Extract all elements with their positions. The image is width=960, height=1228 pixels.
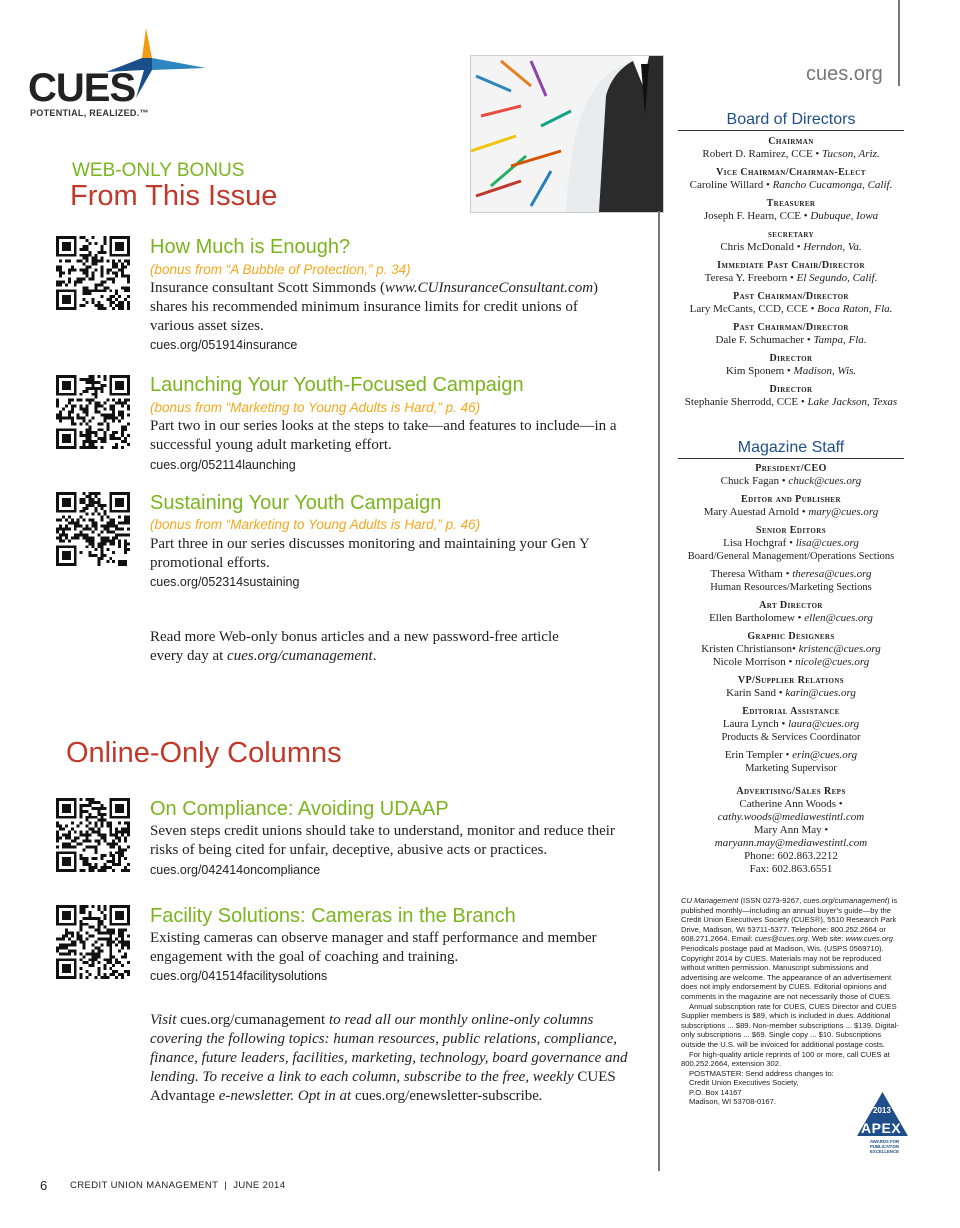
- staff-member: [673, 718, 909, 731]
- board-heading: Board of Directors: [726, 111, 856, 128]
- staff-role: Editor and Publisher: [741, 494, 841, 505]
- staff-member: [673, 656, 909, 669]
- member-email[interactable]: kristenc@cues.org: [798, 643, 881, 655]
- apex-year: 2013: [873, 1106, 891, 1115]
- board-role: Treasurer: [766, 198, 816, 209]
- board-member: [673, 210, 909, 223]
- fp-text: . Periodicals postage paid at Madison, Wis. (USPS 0569710). Copyright 2014 by CUES. Materials may not be reproduced without written permission. Manuscript submissions and advertising are welcome. The appearance of an advertisement does not imply endorsement by CUES. Editorial opinions and comments in the magazine are not necessarily those of CUES.: [681, 934, 896, 1001]
- member-name: Kristen Christianson•: [701, 643, 799, 655]
- staff-member: [673, 612, 909, 625]
- member-name: Kim Sponem •: [725, 365, 794, 377]
- ads-rep-email[interactable]: [673, 811, 909, 824]
- member-location: Dubuque, Iowa: [810, 210, 879, 222]
- bonus-title: From This Issue: [70, 180, 278, 212]
- board-role: Immediate Past Chair/Director: [717, 260, 865, 271]
- bonus-item-description: Part three in our series discusses monitoring and maintaining your Gen Y promotional efforts.: [150, 536, 590, 571]
- board-member: [673, 148, 909, 161]
- bonus-item-url[interactable]: cues.org/052314sustaining: [150, 575, 300, 589]
- member-name: Mary Auestad Arnold •: [703, 506, 809, 518]
- member-email[interactable]: theresa@cues.org: [792, 568, 872, 580]
- visit-text: Visit: [150, 1012, 181, 1028]
- fp-web[interactable]: www.cues.org: [845, 934, 893, 944]
- member-location: Boca Raton, Fla.: [817, 303, 893, 315]
- member-name: Chuck Fagan •: [720, 475, 789, 487]
- bonus-item-source: (bonus from “Marketing to Young Adults is Hard,” p. 46): [150, 400, 481, 415]
- read-more-post: .: [372, 648, 377, 664]
- member-title: Marketing Supervisor: [745, 763, 837, 774]
- board-role: Chairman: [768, 136, 814, 147]
- staff-member: [673, 687, 909, 700]
- staff-member: [673, 643, 909, 656]
- ads-fax: Fax: 602.863.6551: [749, 863, 833, 875]
- member-email[interactable]: erin@cues.org: [792, 749, 858, 761]
- board-role: Director: [769, 353, 813, 364]
- staff-heading: Magazine Staff: [737, 439, 845, 456]
- board-rule: [678, 130, 904, 131]
- desc-text: Insurance consultant Scott Simmonds (: [150, 280, 385, 296]
- member-email[interactable]: karin@cues.org: [785, 687, 856, 699]
- member-name: Ellen Bartholomew •: [709, 612, 805, 624]
- member-section: Board/General Management/Operations Sections: [687, 551, 895, 562]
- staff-role: Advertising/Sales Reps: [736, 786, 846, 797]
- bonus-item-description: [150, 279, 625, 336]
- staff-role: VP/Supplier Relations: [737, 675, 845, 686]
- staff-member: [673, 568, 909, 581]
- qr-code-icon[interactable]: [56, 905, 130, 979]
- member-location: Tucson, Ariz.: [822, 148, 880, 160]
- member-location: Tampa, Fla.: [813, 334, 867, 346]
- member-name: Chris McDonald •: [720, 241, 804, 253]
- board-role: Vice Chairman/Chairman-Elect: [716, 167, 866, 178]
- publication-paragraph: [681, 896, 907, 1002]
- staff-list: [673, 463, 909, 876]
- board-member: [673, 334, 909, 347]
- bonus-item-description: Part two in our series looks at the steps to take—and features to include—in a successful young adult marketing effort.: [150, 418, 617, 453]
- apex-award-badge: [855, 1090, 910, 1154]
- ads-rep-name: Mary Ann May •: [753, 824, 829, 836]
- visit-text: to read all our monthly online-only columns covering the following topics: human resources, public relations, compliance, finance, future leaders, facilities, marketing, technology, board governance and lending. To receive a link to each column, subscribe to the free, weekly: [150, 1012, 628, 1085]
- member-location: El Segundo, Calif.: [796, 272, 878, 284]
- site-label: cues.org: [806, 63, 883, 85]
- member-location: Herndon, Va.: [803, 241, 862, 253]
- member-name: Nicole Morrison •: [712, 656, 796, 668]
- board-member: [673, 272, 909, 285]
- fp-email[interactable]: cues@cues.org: [754, 934, 808, 944]
- ads-rep-email[interactable]: [673, 837, 909, 850]
- board-list: [673, 136, 909, 409]
- fp-text: ) is published monthly—including an annual buyer’s guide—by the Credit Union Executives Society (CUES®), 5510 Research Park Drive, Madison, WI 53711-5377. Telephone: 800.252.2664 or 608.271.2664. Email:: [681, 896, 898, 944]
- member-name: Erin Templer •: [724, 749, 793, 761]
- member-email[interactable]: cathy.woods@mediawestintl.com: [717, 811, 865, 823]
- columns-title: Online-Only Columns: [66, 737, 342, 769]
- staff-role: Editorial Assistance: [742, 706, 840, 717]
- board-member: [673, 365, 909, 378]
- column-item-title[interactable]: Facility Solutions: Cameras in the Branch: [150, 905, 516, 927]
- fp-text: . Web site:: [807, 934, 846, 944]
- bonus-item-source: (bonus from “Marketing to Young Adults is Hard,” p. 46): [150, 517, 481, 532]
- staff-role: Graphic Designers: [747, 631, 835, 642]
- bonus-item-title[interactable]: Sustaining Your Youth Campaign: [150, 492, 442, 514]
- member-email[interactable]: lisa@cues.org: [795, 537, 859, 549]
- member-email[interactable]: chuck@cues.org: [788, 475, 862, 487]
- desc-text: ) shares his recommended minimum insurance limits for credit unions of various asset sizes.: [150, 280, 599, 334]
- member-name: Joseph F. Hearn, CCE •: [703, 210, 811, 222]
- visit-link[interactable]: cues.org/cumanagement: [180, 1012, 326, 1028]
- footer-magazine: CREDIT UNION MANAGEMENT | JUNE 2014: [70, 1180, 286, 1191]
- hero-image: [470, 55, 664, 213]
- bonus-item-url[interactable]: cues.org/051914insurance: [150, 338, 298, 352]
- ads-rep-name: Catherine Ann Woods •: [739, 798, 843, 810]
- staff-member: [673, 537, 909, 550]
- staff-member: [673, 749, 909, 762]
- qr-code-icon[interactable]: [56, 375, 130, 449]
- column-item-url[interactable]: cues.org/042414oncompliance: [150, 863, 321, 877]
- bonus-item-title[interactable]: How Much is Enough?: [150, 236, 351, 258]
- staff-role: Art Director: [759, 600, 823, 611]
- fp-link[interactable]: cues.org/cumanagement: [803, 896, 888, 905]
- board-role: Director: [769, 384, 813, 395]
- member-name: Robert D. Ramirez, CCE •: [702, 148, 823, 160]
- board-role: secretary: [767, 229, 814, 240]
- bonus-kicker: WEB-ONLY BONUS: [72, 160, 245, 181]
- column-item-title[interactable]: On Compliance: Avoiding UDAAP: [150, 798, 449, 820]
- apex-name: APEX: [861, 1120, 902, 1136]
- columns-visit-text: [150, 1011, 640, 1106]
- member-email[interactable]: ellen@cues.org: [804, 612, 873, 624]
- postmaster-line: POSTMASTER: Send address changes to:: [689, 1068, 834, 1078]
- member-name: Caroline Willard •: [689, 179, 773, 191]
- member-location: Madison, Wis.: [793, 365, 857, 377]
- address-line: Madison, WI 53708-0167.: [689, 1097, 776, 1107]
- bonus-item-url[interactable]: cues.org/052114launching: [150, 458, 296, 472]
- staff-role: Senior Editors: [756, 525, 826, 536]
- top-right-rule: [898, 0, 900, 86]
- ads-phone: Phone: 602.863.2212: [744, 850, 838, 862]
- column-item-description: Existing cameras can observe manager and staff performance and member engagement with the goal of coaching and training.: [150, 930, 597, 965]
- visit-text: .: [538, 1088, 543, 1104]
- member-email[interactable]: nicole@cues.org: [795, 656, 870, 668]
- column-item-description: Seven steps credit unions should take to understand, monitor and reduce their risks of being cited for unfair, deceptive, abusive acts or practices.: [150, 823, 615, 858]
- qr-code-icon[interactable]: [56, 492, 130, 566]
- publication-info: [681, 896, 907, 1107]
- qr-code-icon[interactable]: [56, 798, 130, 872]
- member-section: Human Resources/Marketing Sections: [710, 582, 872, 593]
- newsletter-name: CUES Advantage: [150, 1069, 616, 1104]
- cues-logo: [28, 28, 188, 123]
- member-email[interactable]: laura@cues.org: [788, 718, 860, 730]
- visit-text: e-newsletter. Opt in at: [214, 1088, 355, 1104]
- member-name: Laura Lynch •: [722, 718, 789, 730]
- staff-rule: [678, 458, 904, 459]
- logo-tagline: POTENTIAL, REALIZED.™: [30, 108, 149, 118]
- staff-role: President/CEO: [755, 463, 827, 474]
- reprints-paragraph: For high-quality article reprints of 100 or more, call CUES at 800.252.2664, extension 302.: [681, 1049, 890, 1069]
- board-member: [673, 179, 909, 192]
- member-location: Rancho Cucamonga, Calif.: [772, 179, 893, 191]
- column-divider: [658, 211, 660, 1171]
- fp-text: (ISSN 0273-9267,: [738, 896, 804, 905]
- staff-member: [673, 475, 909, 488]
- staff-member: [673, 506, 909, 519]
- bonus-item-title[interactable]: Launching Your Youth-Focused Campaign: [150, 374, 524, 396]
- member-title: Products & Services Coordinator: [721, 732, 861, 743]
- subscribe-link[interactable]: cues.org/enewsletter-subscribe: [354, 1088, 539, 1104]
- member-name: Karin Sand •: [726, 687, 786, 699]
- address-line: P.O. Box 14167: [689, 1087, 742, 1097]
- member-email[interactable]: maryann.may@mediawestintl.com: [714, 837, 868, 849]
- desc-link[interactable]: www.CUInsuranceConsultant.com: [384, 280, 594, 296]
- member-name: Lary McCants, CCD, CCE •: [689, 303, 818, 315]
- column-item-url[interactable]: cues.org/041514facilitysolutions: [150, 969, 328, 983]
- bonus-item-source: (bonus from “A Bubble of Protection,” p. 34): [150, 262, 411, 277]
- board-member: [673, 396, 909, 409]
- read-more-link[interactable]: cues.org/cumanagement: [227, 648, 373, 664]
- board-role: Past Chairman/Director: [733, 322, 849, 333]
- board-member: [673, 241, 909, 254]
- member-name: Teresa Y. Freeborn •: [704, 272, 797, 284]
- member-location: Lake Jackson, Texas: [807, 396, 898, 408]
- board-role: Past Chairman/Director: [733, 291, 849, 302]
- member-name: Stephanie Sherrodd, CCE •: [684, 396, 808, 408]
- member-email[interactable]: mary@cues.org: [808, 506, 879, 518]
- subscription-paragraph: Annual subscription rate for CUES, CUES Director and CUES Supplier members is $89, which is included in dues. Additional subscriptions ... $89. Non-member subscriptions ... $139. Digital-only subscriptions ... $69. Single copy ... $10. Subscriptions outside the U.S. will be invoiced for additional postage costs.: [681, 1001, 899, 1049]
- member-name: Dale F. Schumacher •: [715, 334, 814, 346]
- address-line: Credit Union Executives Society,: [689, 1078, 799, 1088]
- qr-code-icon[interactable]: [56, 236, 130, 310]
- logo-wordmark: CUES: [28, 66, 136, 110]
- board-member: [673, 303, 909, 316]
- magazine-title: CU Management: [681, 896, 739, 905]
- apex-subtitle: AWARDS FOR PUBLICATION EXCELLENCE: [869, 1139, 900, 1154]
- member-name: Theresa Witham •: [710, 568, 793, 580]
- read-more-pre: Read more Web-only bonus articles and a new password-free article every day at: [150, 629, 559, 664]
- page-number: 6: [40, 1178, 48, 1193]
- member-name: Lisa Hochgraf •: [723, 537, 796, 549]
- read-more-text: [150, 628, 580, 666]
